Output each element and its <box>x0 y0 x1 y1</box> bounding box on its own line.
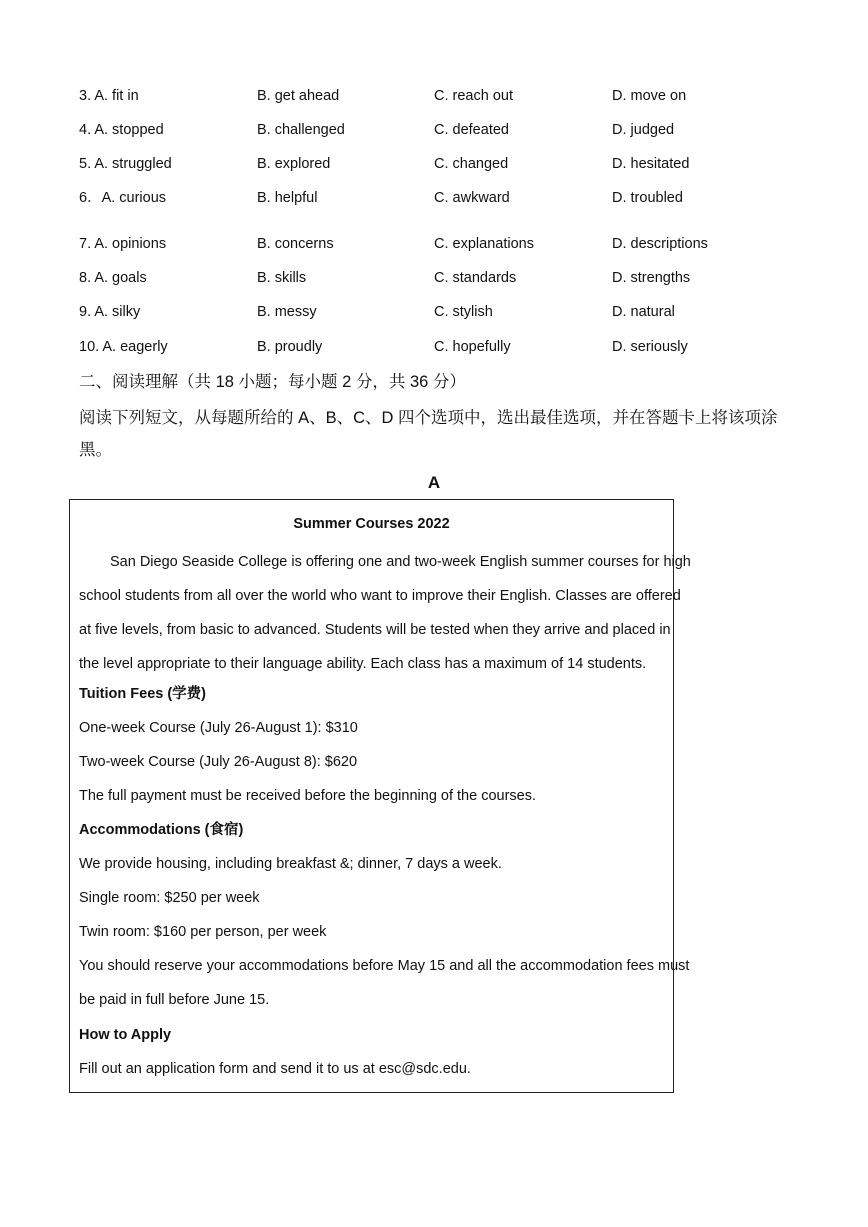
option-a: 5. A. struggled <box>79 156 172 172</box>
option-c: C. defeated <box>434 122 509 138</box>
option-c: C. reach out <box>434 88 513 104</box>
option-d: D. strengths <box>612 270 691 286</box>
question-row-9 <box>79 302 799 322</box>
option-d: D. seriously <box>612 339 688 355</box>
question-row-5 <box>79 154 799 174</box>
option-a: 7. A. opinions <box>79 236 167 252</box>
accommodation-heading: Accommodations (食宿) <box>79 822 244 838</box>
option-d: D. troubled <box>612 190 683 206</box>
intro-line: school students from all over the world who want to improve their English. Classes are offered <box>79 588 681 604</box>
option-b: B. concerns <box>257 236 334 252</box>
tuition-heading: Tuition Fees (学费) <box>79 686 207 702</box>
apply-line: Fill out an application form and send it to us at esc@sdc.edu. <box>79 1061 471 1077</box>
intro-line: the level appropriate to their language ability. Each class has a maximum of 14 students. <box>79 656 647 672</box>
accommodation-line: be paid in full before June 15. <box>79 992 270 1008</box>
option-a: 6．A. curious <box>79 190 167 206</box>
option-d: D. move on <box>612 88 687 104</box>
passage-letter: A <box>427 473 441 492</box>
option-c: C. standards <box>434 270 517 286</box>
option-c: C. stylish <box>434 304 493 320</box>
tuition-line: The full payment must be received before the beginning of the courses. <box>79 788 537 804</box>
option-a: 9. A. silky <box>79 304 141 320</box>
option-a: 8. A. goals <box>79 270 147 286</box>
question-row-8 <box>79 268 799 288</box>
option-b: B. get ahead <box>257 88 340 104</box>
option-c: C. changed <box>434 156 509 172</box>
option-a: 10. A. eagerly <box>79 339 168 355</box>
question-row-7 <box>79 234 799 254</box>
question-row-4 <box>79 120 799 140</box>
apply-heading: How to Apply <box>79 1027 172 1043</box>
option-d: D. natural <box>612 304 675 320</box>
passage-title: Summer Courses 2022 <box>293 516 450 532</box>
option-c: C. hopefully <box>434 339 511 355</box>
option-c: C. explanations <box>434 236 534 252</box>
option-b: B. proudly <box>257 339 323 355</box>
option-b: B. helpful <box>257 190 318 206</box>
section-instructions: 阅读下列短文，从每题所给的 A、B、C、D 四个选项中，选出最佳选项，并在答题卡上将该项涂黑。 <box>79 409 778 459</box>
option-b: B. challenged <box>257 122 345 138</box>
question-row-10 <box>79 337 799 357</box>
tuition-line: Two-week Course (July 26-August 8): $620 <box>79 754 358 770</box>
option-b: B. skills <box>257 270 307 286</box>
accommodation-line: Single room: $250 per week <box>79 890 260 906</box>
option-a: 4. A. stopped <box>79 122 164 138</box>
option-d: D. judged <box>612 122 675 138</box>
accommodation-line: You should reserve your accommodations before May 15 and all the accommodation fees must <box>79 958 690 974</box>
tuition-line: One-week Course (July 26-August 1): $310 <box>79 720 358 736</box>
intro-line: at five levels, from basic to advanced. Students will be tested when they arrive and placed in <box>79 622 671 638</box>
option-a: 3. A. fit in <box>79 88 139 104</box>
intro-line: San Diego Seaside College is offering one and two-week English summer courses for high <box>110 554 691 570</box>
passage-box <box>69 499 691 1093</box>
question-row-6 <box>79 188 799 208</box>
intro-paragraph <box>79 545 691 681</box>
option-d: D. descriptions <box>612 236 708 252</box>
option-c: C. awkward <box>434 190 510 206</box>
accommodation-line: We provide housing, including breakfast &; dinner, 7 days a week. <box>79 856 502 872</box>
option-d: D. hesitated <box>612 156 690 172</box>
option-b: B. explored <box>257 156 331 172</box>
option-b: B. messy <box>257 304 317 320</box>
accommodation-line: Twin room: $160 per person, per week <box>79 924 327 940</box>
question-row-3 <box>79 86 799 106</box>
section-heading: 二、阅读理解（共 18 小题；每小题 2 分，共 36 分） <box>79 373 466 391</box>
